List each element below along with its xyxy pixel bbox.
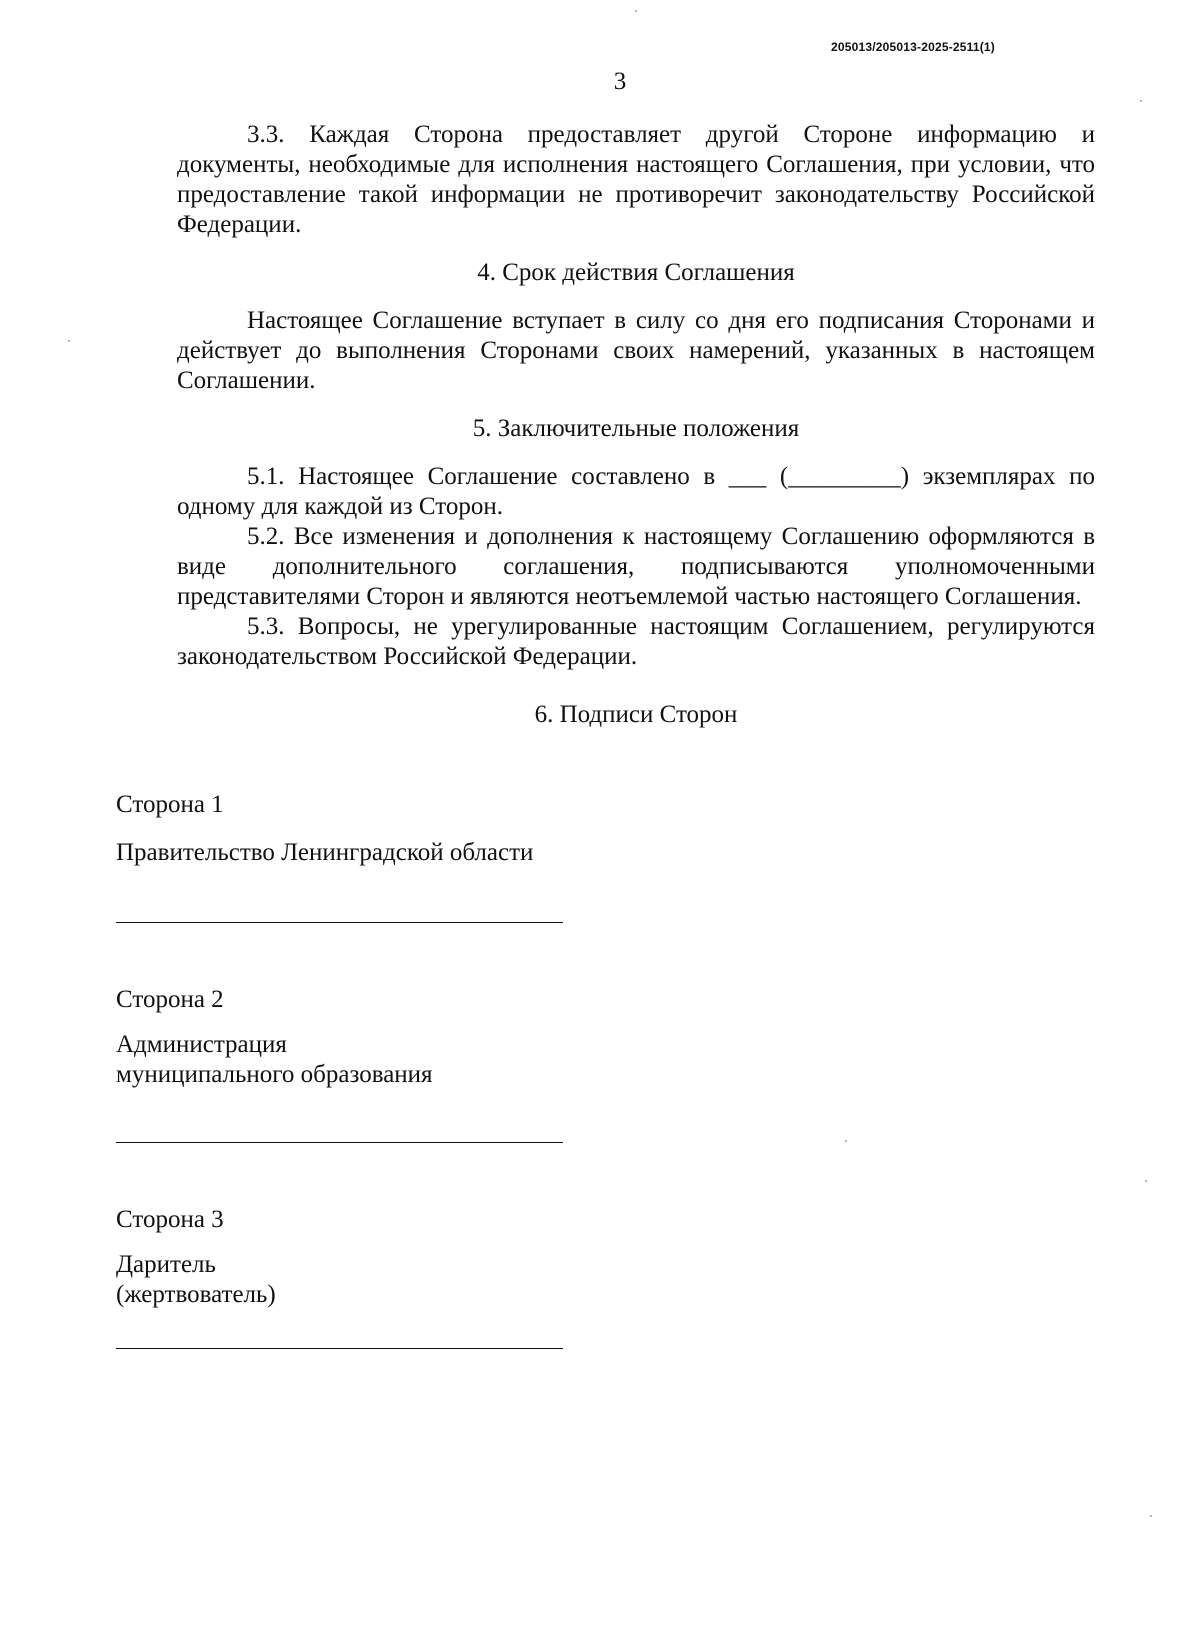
section-5-heading: 5. Заключительные положения: [472, 415, 800, 442]
section-6-heading: 6. Подписи Сторон: [534, 701, 738, 728]
paragraph-5-1: 5.1. Настоящее Соглашение составлено в ___ (_________) экземплярах по одному для каждой из Сторон.: [177, 463, 1095, 520]
paragraph-4: Настоящее Соглашение вступает в силу со дня его подписания Сторонами и действует до выполнения Сторонами своих намерений, указанных в настоящем Соглашении.: [177, 307, 1095, 394]
party-3-name-line1: Даритель: [116, 1251, 216, 1278]
document-id: 205013/205013-2025-2511(1): [830, 40, 995, 54]
document-body: [177, 120, 1095, 730]
paragraph-5-3: 5.3. Вопросы, не урегулированные настоящим Соглашением, регулируются законодательством Российской Федерации.: [177, 613, 1095, 670]
party-2-name-line1: Администрация: [116, 1031, 287, 1058]
party-3-signature-line: [116, 1348, 563, 1349]
scan-speck: [845, 1140, 847, 1142]
party-2-label: Сторона 2: [116, 986, 224, 1013]
party-1-signature-line: [116, 922, 563, 923]
scan-speck: [1145, 1180, 1147, 1182]
scan-speck: [68, 340, 70, 342]
party-3-label: Сторона 3: [116, 1206, 224, 1233]
section-4-heading: 4. Срок действия Соглашения: [477, 259, 795, 286]
scan-speck: [1150, 1515, 1152, 1517]
party-2-signature-line: [116, 1142, 563, 1143]
paragraph-5-2: 5.2. Все изменения и дополнения к настоящему Соглашению оформляются в виде дополнительного соглашения, подписываются уполномоченными представителями Сторон и являются неотъемлемой частью настоящего Соглашения.: [177, 523, 1095, 610]
party-3-name-line2: (жертвователь): [116, 1281, 276, 1308]
party-1-name: Правительство Ленинградской области: [116, 839, 534, 866]
page-number: 3: [613, 68, 627, 95]
paragraph-3-3: 3.3. Каждая Сторона предоставляет другой Стороне информацию и документы, необходимые для исполнения настоящего Соглашения, при условии, что предоставление такой информации не противоречит законодательству Российской Федерации.: [177, 121, 1095, 238]
scan-speck: [635, 10, 637, 12]
party-1-label: Сторона 1: [116, 791, 224, 818]
party-2-name-line2: муниципального образования: [116, 1061, 433, 1088]
scan-speck: [1140, 100, 1142, 102]
